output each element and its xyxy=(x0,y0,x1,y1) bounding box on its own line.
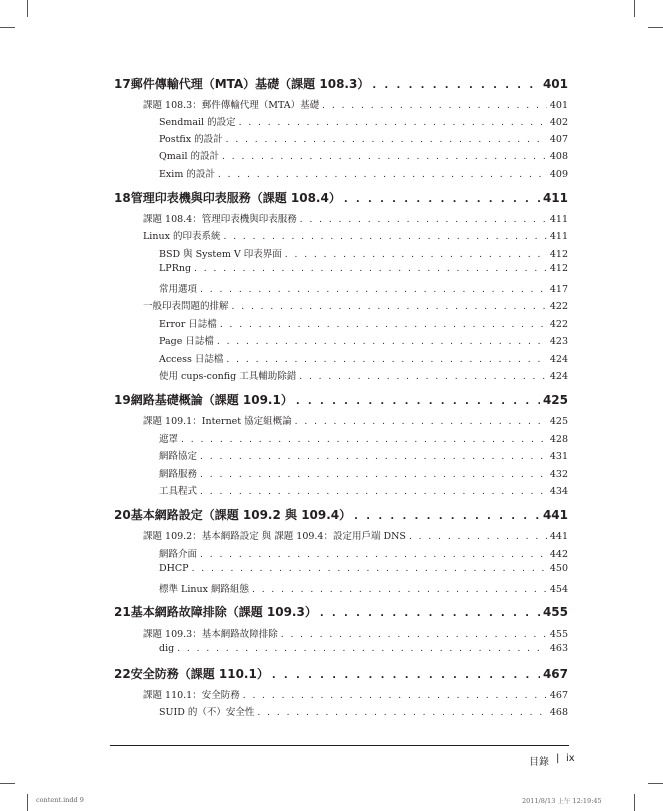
leader-dots xyxy=(200,487,547,497)
footer-rule xyxy=(110,745,569,746)
leader-dots xyxy=(226,355,546,365)
leader-dots xyxy=(192,564,547,574)
toc-page: 441 xyxy=(549,531,568,542)
toc-entry xyxy=(114,228,568,242)
toc-chapter-entry xyxy=(114,189,568,206)
toc-title: 網路協定 xyxy=(159,448,197,462)
leader-dots xyxy=(200,550,547,560)
leader-dots xyxy=(200,285,547,295)
crop-mark xyxy=(648,783,663,784)
toc-page: 431 xyxy=(549,451,568,462)
toc-page: 423 xyxy=(549,336,568,347)
leader-dots xyxy=(344,194,540,205)
toc-entry xyxy=(114,263,568,274)
toc-entry xyxy=(114,466,568,480)
toc-title: 課題 108.4：管理印表機與印表服務 xyxy=(143,211,297,225)
toc-page: 401 xyxy=(542,77,568,91)
leader-dots xyxy=(295,417,547,427)
toc-entry xyxy=(114,368,568,382)
toc-page: 425 xyxy=(549,416,568,427)
toc-page: 463 xyxy=(549,643,568,654)
toc-chapter-entry xyxy=(114,506,568,523)
leader-dots xyxy=(252,585,547,595)
slug-timestamp: 2011/8/13 上午 12:19:45 xyxy=(522,797,602,805)
crop-mark xyxy=(634,794,635,811)
leader-dots xyxy=(372,80,540,91)
toc-entry xyxy=(114,114,568,128)
toc-page: 422 xyxy=(549,319,568,330)
crop-mark xyxy=(648,27,663,28)
toc-page: 441 xyxy=(542,508,568,522)
leader-dots xyxy=(177,644,547,654)
leader-dots xyxy=(322,101,547,111)
slug-file: content.indd 9 xyxy=(36,796,84,804)
footer-separator: | xyxy=(556,753,560,764)
toc-page: 455 xyxy=(542,605,568,619)
toc-page: 424 xyxy=(549,354,568,365)
leader-dots xyxy=(409,532,547,542)
leader-dots xyxy=(281,630,547,640)
toc-entry xyxy=(114,483,568,497)
toc-entry xyxy=(114,431,568,445)
leader-dots xyxy=(243,691,547,701)
toc-title: 基本網路故障排除（課題 109.3） xyxy=(130,605,317,619)
toc-page: 422 xyxy=(549,301,568,312)
toc-entry xyxy=(114,333,568,347)
toc-title: 安全防務（課題 110.1） xyxy=(130,667,269,681)
toc-entry xyxy=(114,448,568,462)
toc-entry xyxy=(114,131,568,145)
toc-title: LPRng xyxy=(159,263,192,274)
toc-title: Error 日誌檔 xyxy=(159,316,217,330)
toc-chapter-entry xyxy=(114,391,568,408)
toc-entry xyxy=(114,687,568,701)
crop-mark xyxy=(0,27,15,28)
toc-title: 郵件傳輸代理（MTA）基礎（課題 108.3） xyxy=(130,77,370,91)
toc-entry xyxy=(114,351,568,365)
toc-page: 468 xyxy=(549,707,568,718)
toc-title: 一般印表問題的排解 xyxy=(143,298,229,312)
toc-chapter-entry xyxy=(114,603,568,620)
leader-dots xyxy=(354,511,540,522)
toc-title: 管理印表機與印表服務（課題 108.4） xyxy=(130,191,341,205)
toc-page: 428 xyxy=(549,434,568,445)
leader-dots xyxy=(218,170,547,180)
leader-dots xyxy=(226,135,547,145)
leader-dots xyxy=(194,264,547,274)
leader-dots xyxy=(222,152,547,162)
toc-title: 常用選項 xyxy=(159,281,197,295)
toc-entry xyxy=(114,316,568,330)
leader-dots xyxy=(220,320,547,330)
leader-dots xyxy=(285,250,547,260)
toc-entry xyxy=(114,211,568,225)
toc-title: 工具程式 xyxy=(159,483,197,497)
toc-entry xyxy=(114,281,568,295)
toc-page: 432 xyxy=(549,469,568,480)
leader-dots xyxy=(232,302,547,312)
toc-entry xyxy=(114,97,568,111)
toc-title: dig xyxy=(159,643,175,654)
leader-dots xyxy=(257,708,546,718)
toc-page: 455 xyxy=(549,629,568,640)
toc-entry xyxy=(114,528,568,542)
toc-entry xyxy=(114,413,568,427)
toc-page: 411 xyxy=(542,191,568,205)
toc-title: Exim 的設計 xyxy=(159,166,215,180)
toc-page: 411 xyxy=(549,231,568,242)
toc-entry xyxy=(114,581,568,595)
toc-entry xyxy=(114,563,568,574)
toc-page: 424 xyxy=(549,371,568,382)
chapter-number: 20 xyxy=(114,508,131,522)
toc-entry xyxy=(114,246,568,260)
chapter-number: 21 xyxy=(114,605,131,619)
toc-page: 409 xyxy=(549,169,568,180)
footer-page-number: ix xyxy=(566,753,575,764)
toc-title: 課題 108.3：郵件傳輸代理（MTA）基礎 xyxy=(143,97,319,111)
crop-mark xyxy=(634,0,635,17)
leader-dots xyxy=(200,452,547,462)
toc-page: 412 xyxy=(549,263,568,274)
chapter-number: 17 xyxy=(114,77,131,91)
leader-dots xyxy=(299,372,547,382)
toc-title: Qmail 的設計 xyxy=(159,148,219,162)
toc-page: 442 xyxy=(549,549,568,560)
leader-dots xyxy=(296,396,540,407)
toc-entry xyxy=(114,546,568,560)
toc-entry xyxy=(114,704,568,718)
toc-page: 412 xyxy=(549,249,568,260)
toc-title: 遮罩 xyxy=(159,431,178,445)
toc-page: 467 xyxy=(542,667,568,681)
toc-page: 434 xyxy=(549,486,568,497)
leader-dots xyxy=(217,337,547,347)
toc-page: 402 xyxy=(549,117,568,128)
toc-title: 課題 109.3：基本網路故障排除 xyxy=(143,626,278,640)
chapter-number: 19 xyxy=(114,393,131,407)
crop-mark xyxy=(0,783,15,784)
toc-entry xyxy=(114,166,568,180)
toc-page: 417 xyxy=(549,284,568,295)
toc-title: 課題 109.2：基本網路設定 與 課題 109.4：設定用戶端 DNS xyxy=(143,528,406,542)
toc-title: Linux 的印表系統 xyxy=(143,228,220,242)
chapter-number: 22 xyxy=(114,667,131,681)
leader-dots xyxy=(320,608,540,619)
toc-title: 課題 109.1：Internet 協定組概論 xyxy=(143,413,292,427)
toc-page: 467 xyxy=(549,690,568,701)
toc-title: 標準 Linux 網路組態 xyxy=(159,581,249,595)
toc-page: 425 xyxy=(542,393,568,407)
toc-page: 408 xyxy=(549,151,568,162)
toc-title: 使用 cups-config 工具輔助除錯 xyxy=(159,368,296,382)
leader-dots xyxy=(239,118,547,128)
toc-title: 網路介面 xyxy=(159,546,197,560)
toc-page: 411 xyxy=(549,214,568,225)
crop-mark xyxy=(27,794,28,811)
leader-dots xyxy=(200,470,547,480)
toc-entry xyxy=(114,148,568,162)
leader-dots xyxy=(223,232,546,242)
footer-section: 目錄 xyxy=(529,757,549,768)
toc-title: Postfix 的設計 xyxy=(159,131,223,145)
toc-entry xyxy=(114,298,568,312)
toc-chapter-entry xyxy=(114,75,568,92)
toc-title: 基本網路設定（課題 109.2 與 109.4） xyxy=(130,508,352,522)
toc-title: Sendmail 的設定 xyxy=(159,114,236,128)
toc-chapter-entry xyxy=(114,665,568,682)
toc-entry xyxy=(114,626,568,640)
toc-page: 401 xyxy=(549,100,568,111)
toc-title: DHCP xyxy=(159,563,189,574)
crop-mark xyxy=(27,0,28,17)
toc-page: 407 xyxy=(549,134,568,145)
toc-title: BSD 與 System V 印表界面 xyxy=(159,246,282,260)
chapter-number: 18 xyxy=(114,191,131,205)
toc-entry xyxy=(114,643,568,654)
toc-title: Page 日誌檔 xyxy=(159,333,214,347)
toc-title: SUID 的（不）安全性 xyxy=(159,704,254,718)
leader-dots xyxy=(300,215,547,225)
leader-dots xyxy=(272,670,540,681)
toc-page: 454 xyxy=(549,584,568,595)
toc-title: 網路基礎概論（課題 109.1） xyxy=(130,393,293,407)
toc-title: 網路服務 xyxy=(159,466,197,480)
toc-title: Access 日誌檔 xyxy=(159,351,223,365)
leader-dots xyxy=(181,435,547,445)
toc-page: 450 xyxy=(549,563,568,574)
toc-title: 課題 110.1：安全防務 xyxy=(143,687,240,701)
